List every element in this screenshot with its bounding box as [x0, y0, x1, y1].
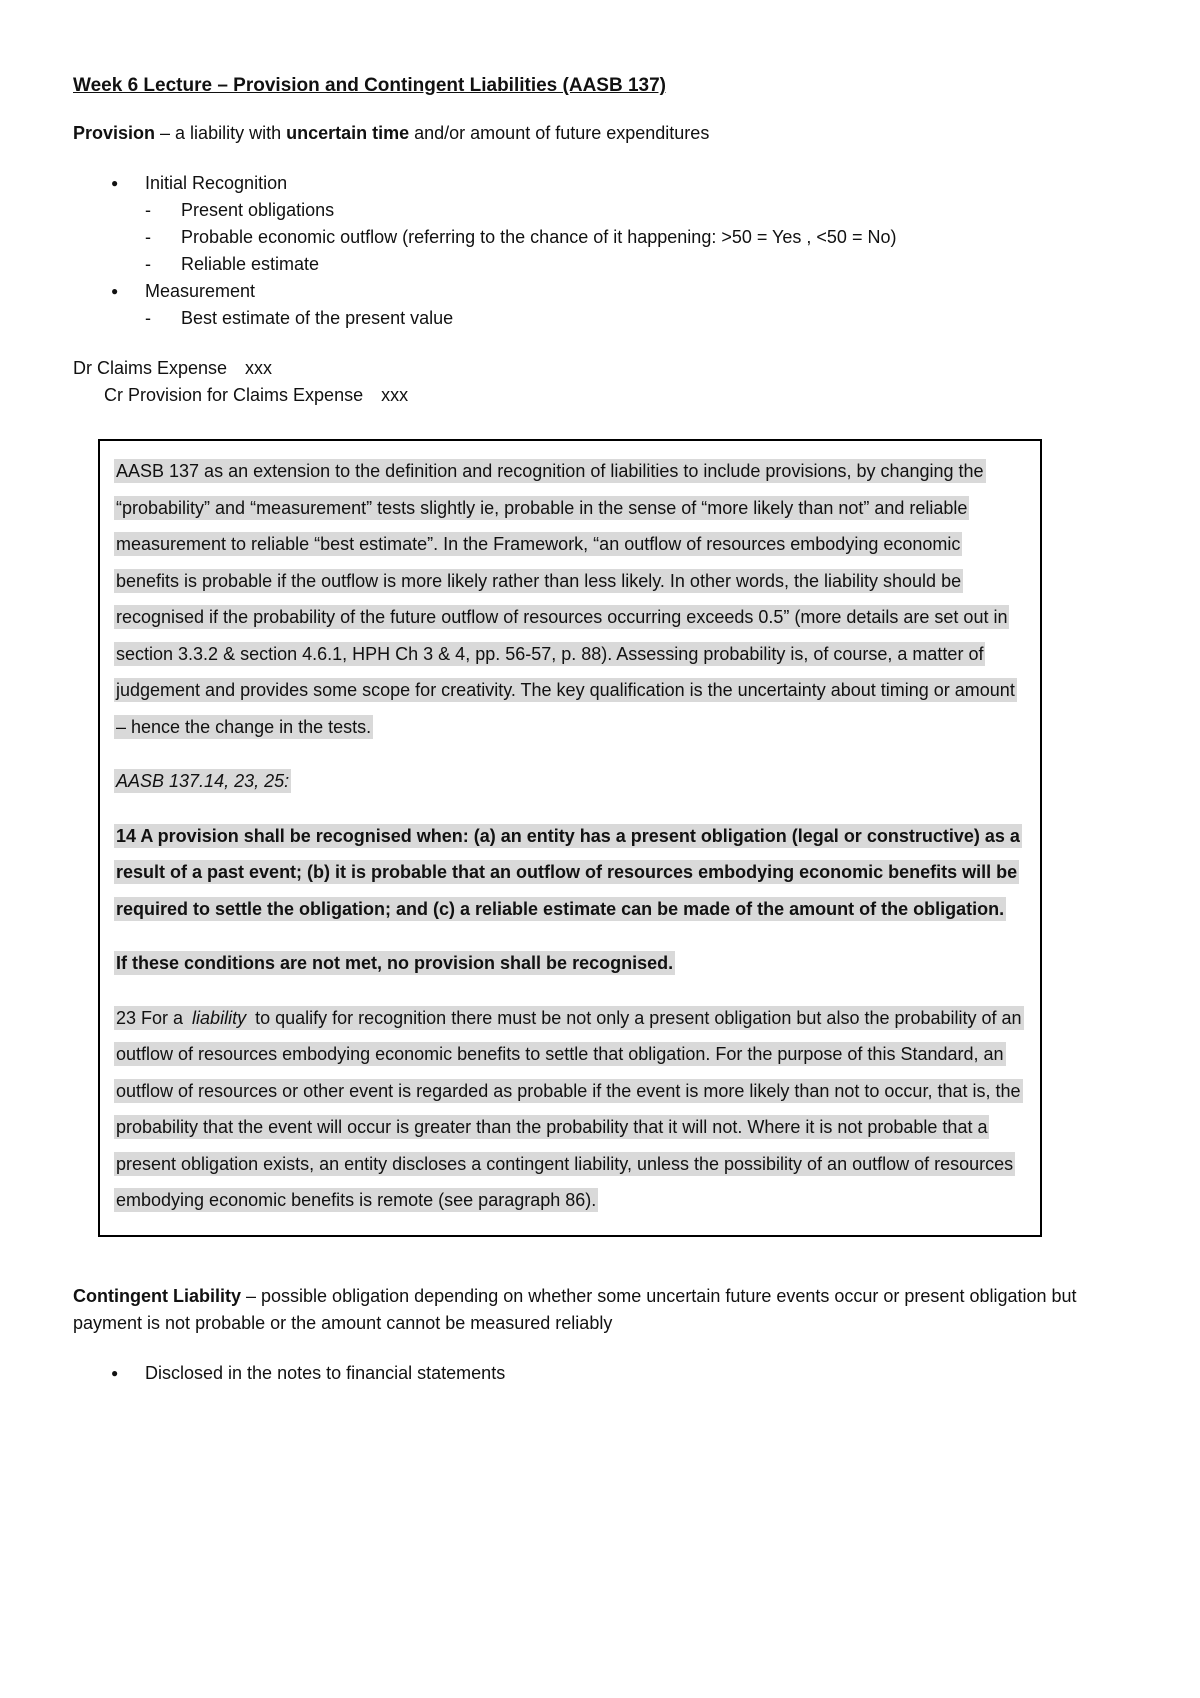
box-conditions-paragraph — [114, 945, 1026, 982]
sub-item: - Probable economic outflow (referring to the chance of it happening: >50 = Yes , <50 = No) — [145, 224, 1133, 251]
bullet-label: Disclosed in the notes to financial statements — [145, 1362, 506, 1383]
box-paragraph-23-start: 23 For a — [116, 1007, 189, 1028]
provision-term: Provision — [73, 123, 156, 143]
journal-credit-amount: xxx — [381, 385, 409, 405]
box-paragraph-23-rest: to qualify for recognition there must be not only a present obligation but also the probability of an outflow of resources embodying economic benefits to settle that obligation. For the purpose of this Standard, an outflow of resources or other event is regarded as probable if the event is more likely than not to occur, that is, the probability that the event will occur is greater than the probability that it will not. Where it is not probable that a present obligation exists, an entity discloses a contingent liability, unless the possibility of an outflow of resources embodying economic benefits is remote (see paragraph 86). — [116, 1007, 1022, 1210]
box-paragraph-23-italic: liability — [192, 1007, 247, 1028]
box-intro-paragraph — [114, 453, 1026, 745]
bullet-initial-recognition — [73, 170, 1133, 278]
provision-bold-phrase: uncertain time — [286, 123, 410, 143]
box-paragraph-14-text: 14 A provision shall be recognised when: (a) an entity has a present obligation (legal or constructive) as a result of a past event; (b) it is probable that an outflow of resources embodying economic benefits will be required to settle the obligation; and (c) a reliable estimate can be made of the amount of the obligation. — [116, 825, 1020, 919]
provision-text-1: – a liability with — [155, 123, 287, 143]
box-paragraph-23 — [114, 1000, 1026, 1219]
journal-entry — [73, 355, 1133, 409]
sub-item: - Best estimate of the present value — [145, 305, 1133, 332]
bullet-disclosed — [73, 1360, 1133, 1387]
sub-item: - Reliable estimate — [145, 251, 1133, 278]
bullet-label: Measurement — [145, 281, 256, 301]
box-intro-text: AASB 137 as an extension to the definition and recognition of liabilities to include provisions, by changing the “probability” and “measurement” tests slightly ie, probable in the sense of “more likely than not” and reliable measurement to reliable “best estimate”. In the Framework, “an outflow of resources embodying economic benefits is probable if the outflow is more likely rather than less likely. In other words, the liability should be recognised if the probability of the future outflow of resources occurring exceeds 0.5” (more details are set out in section 3.3.2 & section 4.6.1, HPH Ch 3 & 4, pp. 56-57, p. 88). Assessing probability is, of course, a matter of judgement and provides some scope for creativity. The key qualification is the uncertainty about timing or amount – hence the change in the tests. — [116, 461, 1015, 737]
bullet-label: Initial Recognition — [145, 173, 288, 193]
page-title: Week 6 Lecture – Provision and Contingent Liabilities (AASB 137) — [73, 75, 666, 96]
provision-text-2: and/or amount of future expenditures — [409, 123, 710, 143]
contingent-text: – possible obligation depending on whether some uncertain future events occur or present obligation but payment is not probable or the amount cannot be measured reliably — [73, 1285, 1077, 1333]
bullet-measurement — [73, 278, 1133, 332]
box-conditions-text: If these conditions are not met, no provision shall be recognised. — [116, 953, 674, 973]
contingent-bullet-list — [73, 1360, 1133, 1387]
aasb-137-quote-box — [98, 439, 1042, 1237]
sub-list-recognition — [145, 197, 1133, 278]
contingent-liability-definition — [73, 1283, 1133, 1337]
document-page — [73, 72, 1133, 1410]
provision-bullet-list — [73, 170, 1133, 332]
box-paragraph-14 — [114, 818, 1026, 928]
sub-item: - Present obligations — [145, 197, 1133, 224]
journal-debit-label: Dr Claims Expense — [73, 358, 228, 378]
provision-definition — [73, 120, 1133, 147]
box-reference: AASB 137.14, 23, 25: — [116, 771, 290, 791]
journal-credit-label: Cr Provision for Claims Expense — [104, 385, 364, 405]
sub-list-measurement — [145, 305, 1133, 332]
journal-debit-line — [73, 355, 1133, 382]
journal-credit-line — [73, 382, 1133, 409]
journal-debit-amount: xxx — [245, 358, 273, 378]
contingent-term: Contingent Liability — [73, 1285, 241, 1306]
box-reference-paragraph — [114, 763, 1026, 800]
